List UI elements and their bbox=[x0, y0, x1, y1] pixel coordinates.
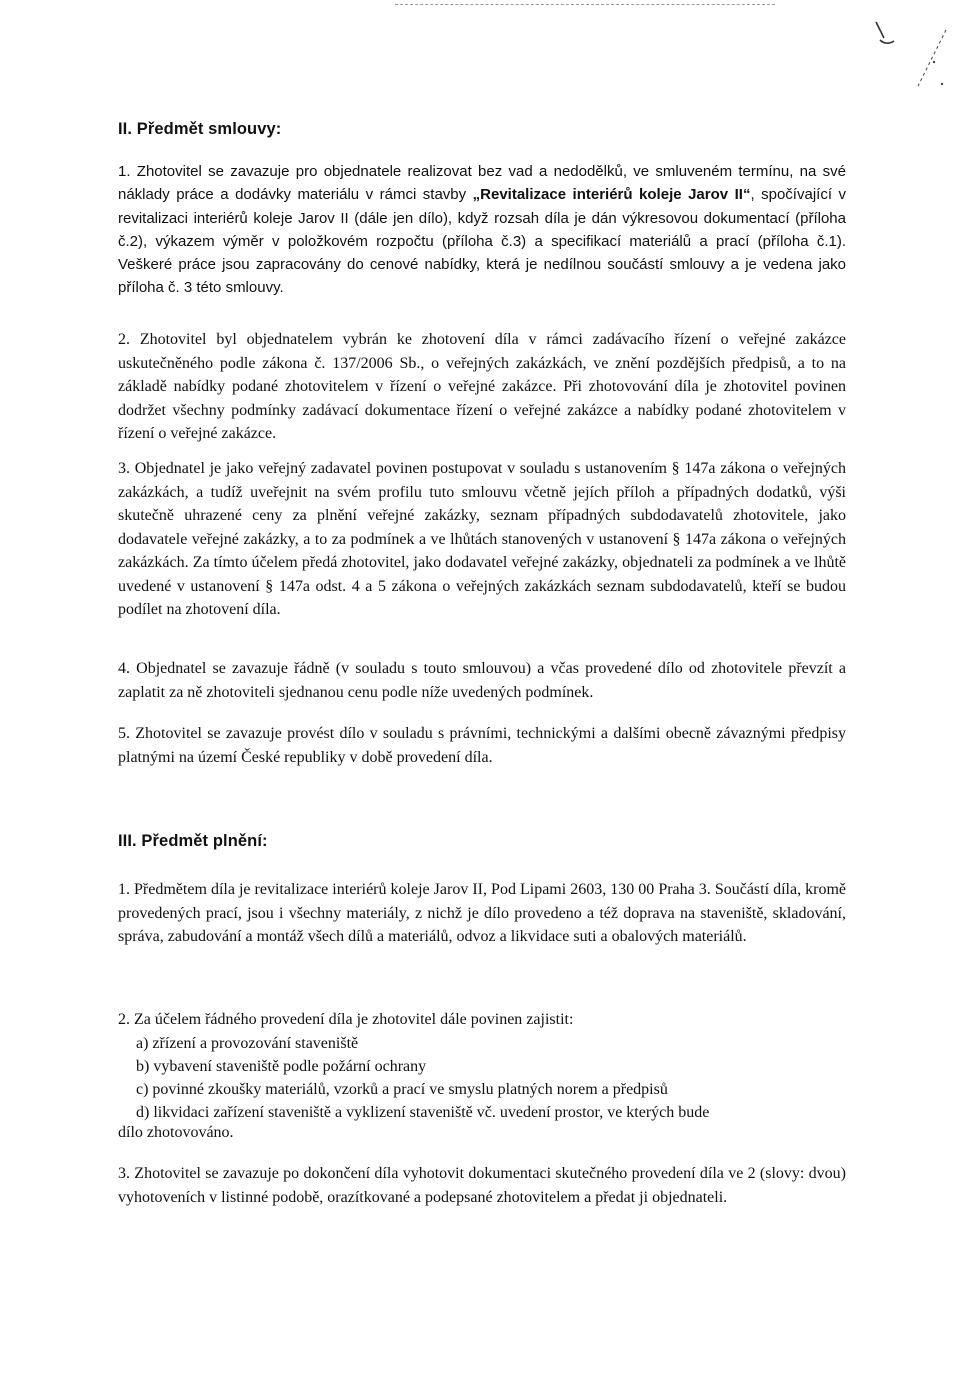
list-item-d: d) likvidaci zařízení staveniště a vyklizení staveniště vč. uvedení prostor, ve kterých bude bbox=[136, 1104, 710, 1121]
paragraph-3-2-intro: 2. Za účelem řádného provedení díla je zhotovitel dále povinen zajistit: bbox=[118, 1011, 574, 1028]
paragraph-2-3: 3. Objednatel je jako veřejný zadavatel povinen postupovat v souladu s ustanovením § 147a zákona o veřejných zakázkách, a tudíž uveřejnit na svém profilu tuto smlouvu včetně jejích příloh a případných dodatků, výši skutečně uhrazené ceny za plnění veřejné zakázky, seznam případných subdodavatelů zhotovitele, jako dodavatele veřejné zakázky, a to za podmínek a ve lhůtách stanovených v ustanovení § 147a zákona o veřejných zakázkách. Za tímto účelem předá zhotovitel, jako dodavatel veřejné zakázky, objednateli za podmínek a ve lhůtě uvedené v ustanovení § 147a odst. 4 a 5 zákona o veřejných zakázkách seznam subdodavatelů, kteří se budou podílet na zhotovení díla. bbox=[118, 460, 846, 618]
scan-edge-line bbox=[395, 4, 775, 5]
list-item-d-continuation: dílo zhotovováno. bbox=[118, 1124, 234, 1141]
section-heading-predmet-plneni: III. Předmět plnění: bbox=[118, 832, 268, 850]
paragraph-2-2: 2. Zhotovitel byl objednatelem vybrán ke zhotovení díla v rámci zadávacího řízení o veřejné zakázce uskutečněného podle zákona č. 137/2006 Sb., o veřejných zakázkách, ve znění pozdějších předpisů, a to na základě nabídky podané zhotovitelem v řízení o veřejné zakázce. Při zhotovování díla je zhotovitel povinen dodržet všechny podmínky zadávací dokumentace řízení o veřejné zakázce a nabídky podané zhotovitelem v řízení o veřejné zakázce. bbox=[118, 331, 846, 443]
handwritten-mark bbox=[862, 14, 952, 94]
list-item-b: b) vybavení staveniště podle požární ochrany bbox=[136, 1058, 427, 1075]
paragraph-2-1 bbox=[118, 160, 846, 300]
paragraph-2-5: 5. Zhotovitel se zavazuje provést dílo v souladu s právními, technickými a dalšími obecně závaznými předpisy platnými na území České republiky v době provedení díla. bbox=[118, 725, 846, 766]
paragraph-3-3: 3. Zhotovitel se zavazuje po dokončení díla vyhotovit dokumentaci skutečného provedení díla ve 2 (slovy: dvou) vyhotoveních v listinné podobě, orazítkované a podepsané zhotovitelem a předat ji objednateli. bbox=[118, 1165, 846, 1206]
paragraph-2-4: 4. Objednatel se zavazuje řádně (v souladu s touto smlouvou) a včas provedené dílo od zhotovitele převzít a zaplatit za ně zhotoviteli sjednanou cenu podle níže uvedených podmínek. bbox=[118, 660, 846, 701]
list-item-c: c) povinné zkoušky materiálů, vzorků a prací ve smyslu platných norem a předpisů bbox=[136, 1081, 668, 1098]
paragraph-2-1-part-a: 1. Zhotovitel se zavazuje pro objednatele realizovat bez vad a nedodělků, ve smluveném termínu, na své náklady práce a dodávky materiálu v rámci stavby bbox=[118, 163, 846, 204]
paragraph-2-1-part-c: , spočívající v revitalizaci interiérů koleje Jarov II (dále jen dílo), když rozsah díla je dán výkresovou dokumentací (příloha č.2), výkazem výměr v položkovém rozpočtu (příloha č.3) a specifikací materiálů a prací (příloha č.1). Veškeré práce jsou zapracovány do cenové nabídky, která je nedílnou součástí smlouvy a je vedena jako příloha č. 3 této smlouvy. bbox=[118, 186, 846, 297]
section-heading-predmet-smlouvy: II. Předmět smlouvy: bbox=[118, 120, 282, 138]
project-name: „Revitalizace interiérů koleje Jarov II“ bbox=[472, 186, 751, 204]
paragraph-3-1: 1. Předmětem díla je revitalizace interiérů koleje Jarov II, Pod Lipami 2603, 130 00 Praha 3. Součástí díla, kromě provedených prací, jsou i všechny materiály, z nichž je dílo provedeno a též doprava na staveniště, skladování, správa, zabudování a montáž všech dílů a materiálů, odvoz a likvidace suti a obalových materiálů. bbox=[118, 881, 846, 946]
list-item-a: a) zřízení a provozování staveniště bbox=[136, 1035, 359, 1052]
